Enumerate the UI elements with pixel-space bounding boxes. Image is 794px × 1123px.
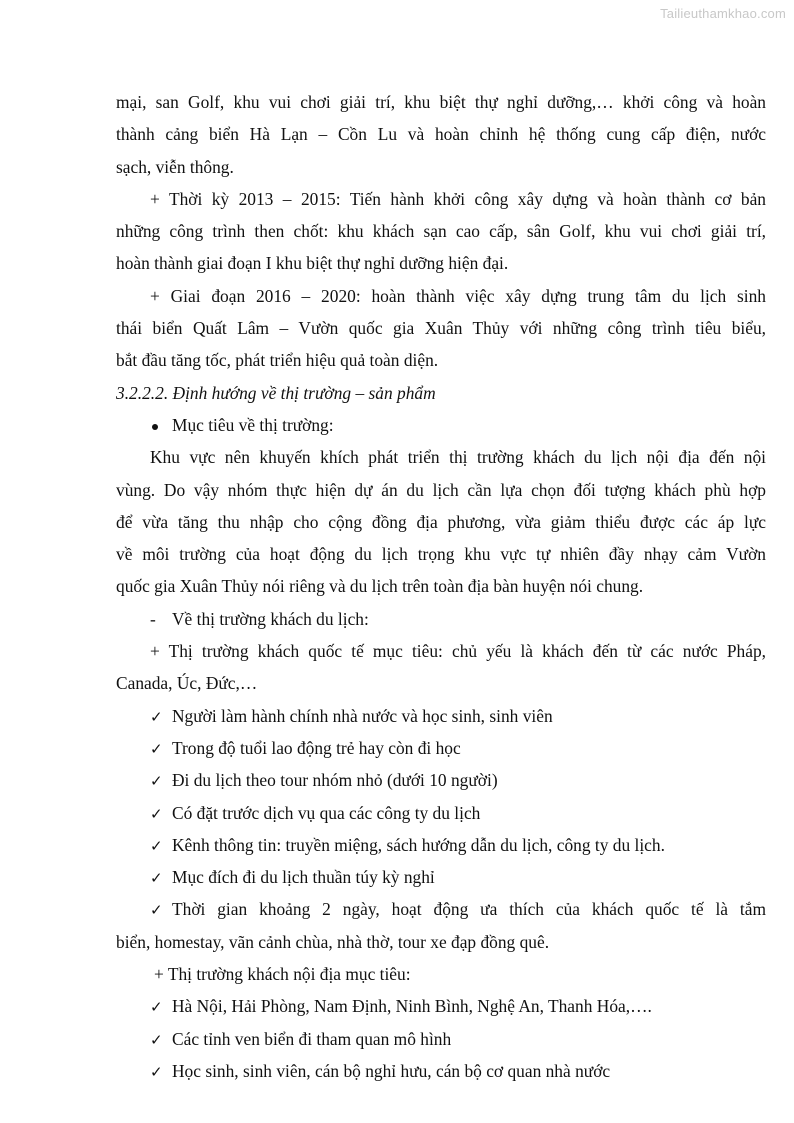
check-text: Người làm hành chính nhà nước và học sinh, sinh viên (172, 705, 553, 726)
watermark: Tailieuthamkhao.com (660, 6, 786, 21)
check-item (116, 764, 766, 796)
check-text: Mục đích đi du lịch thuần túy kỳ nghỉ (172, 867, 435, 888)
paragraph-line: thành cảng biển Hà Lạn – Cồn Lu và hoàn chỉnh hệ thống cung cấp điện, nước (116, 124, 766, 145)
bullet-dot-icon (152, 424, 158, 430)
check-item (116, 700, 766, 732)
dash-item (116, 603, 766, 635)
check-icon: ✓ (150, 1032, 163, 1049)
paragraph-line: về môi trường của hoạt động du lịch trọng khu vực tự nhiên đầy nhạy cảm Vườn (116, 544, 766, 565)
paragraph-line: + Thị trường khách quốc tế mục tiêu: chủ yếu là khách đến từ các nước Pháp, (150, 641, 766, 662)
check-item (116, 829, 766, 861)
check-item (116, 797, 766, 829)
document-page (116, 86, 766, 1087)
check-icon: ✓ (150, 774, 163, 791)
check-item (116, 990, 766, 1022)
check-text: Các tỉnh ven biển đi tham quan mô hình (172, 1028, 452, 1049)
check-text: Có đặt trước dịch vụ qua các công ty du lịch (172, 802, 481, 823)
paragraph-line: sạch, viễn thông. (116, 156, 234, 177)
bullet-text: Mục tiêu về thị trường: (172, 414, 334, 435)
paragraph-line: mại, san Golf, khu vui chơi giải trí, khu biệt thự nghỉ dưỡng,… khởi công và hoàn (116, 92, 766, 112)
paragraph-line: để vừa tăng thu nhập cho cộng đồng địa phương, vừa giảm thiểu được các áp lực (116, 511, 766, 532)
check-item (116, 893, 766, 925)
paragraph-line: + Giai đoạn 2016 – 2020: hoàn thành việc xây dựng trung tâm du lịch sinh (150, 285, 766, 306)
check-icon: ✓ (150, 1064, 163, 1081)
paragraph-line: những công trình then chốt: khu khách sạn cao cấp, sân Golf, khu vui chơi giải trí, (116, 221, 766, 242)
check-icon: ✓ (150, 709, 163, 726)
check-text: Hà Nội, Hải Phòng, Nam Định, Ninh Bình, Nghệ An, Thanh Hóa,…. (172, 996, 652, 1017)
check-text: Học sinh, sinh viên, cán bộ nghỉ hưu, cán bộ cơ quan nhà nước (172, 1060, 611, 1081)
check-icon: ✓ (150, 806, 163, 823)
check-text: Thời gian khoảng 2 ngày, hoạt động ưa thích của khách quốc tế là tắm (172, 899, 766, 920)
bullet-item (116, 409, 766, 441)
check-icon: ✓ (150, 1000, 163, 1017)
paragraph-line: biển, homestay, vãn cảnh chùa, nhà thờ, tour xe đạp đồng quê. (116, 931, 550, 952)
check-item (116, 1023, 766, 1055)
check-item (116, 861, 766, 893)
paragraph-line: bắt đầu tăng tốc, phát triển hiệu quả toàn diện. (116, 350, 439, 371)
check-item (116, 732, 766, 764)
paragraph-line: vùng. Do vậy nhóm thực hiện dự án du lịch cần lựa chọn đối tượng khách phù hợp (116, 479, 766, 500)
paragraph-line: thái biển Quất Lâm – Vườn quốc gia Xuân Thủy với những công trình tiêu biểu, (116, 318, 766, 339)
paragraph-line: + Thị trường khách nội địa mục tiêu: (154, 964, 411, 985)
check-text: Kênh thông tin: truyền miệng, sách hướng dẫn du lịch, công ty du lịch. (172, 834, 665, 855)
check-text: Trong độ tuổi lao động trẻ hay còn đi học (172, 737, 461, 758)
check-icon: ✓ (150, 903, 163, 920)
dash-text: Về thị trường khách du lịch: (172, 608, 369, 629)
check-icon: ✓ (150, 838, 163, 855)
paragraph-line: quốc gia Xuân Thủy nói riêng và du lịch trên toàn địa bàn huyện nói chung. (116, 576, 644, 597)
paragraph-line: hoàn thành giai đoạn I khu biệt thự nghỉ dưỡng hiện đại. (116, 253, 509, 274)
paragraph-line: Khu vực nên khuyến khích phát triển thị trường khách du lịch nội địa đến nội (150, 447, 766, 468)
check-icon: ✓ (150, 871, 163, 888)
dash-icon: - (150, 608, 156, 629)
check-icon: ✓ (150, 741, 163, 758)
check-text: Đi du lịch theo tour nhóm nhỏ (dưới 10 người) (172, 770, 498, 791)
paragraph-line: Canada, Úc, Đức,… (116, 673, 258, 694)
check-item (116, 1055, 766, 1087)
paragraph-line: + Thời kỳ 2013 – 2015: Tiến hành khởi công xây dựng và hoàn thành cơ bản (150, 188, 766, 209)
section-heading: 3.2.2.2. Định hướng về thị trường – sản phẩm (116, 382, 436, 403)
